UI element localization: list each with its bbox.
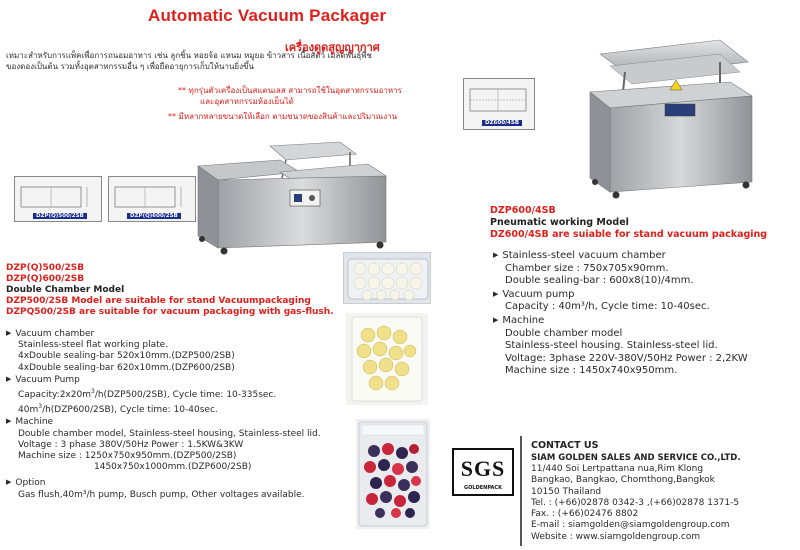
contact-tel: Tel. : (+66)02878 0342-3 ,(+66)02878 1371-5 xyxy=(531,497,740,508)
diagram-dzpq500-2sb xyxy=(14,176,102,222)
contact-heading: CONTACT US xyxy=(531,440,599,451)
thai-title: เครื่องดูดสูญญากาศ xyxy=(285,41,380,54)
diagram-tag-2: DZP(Q)600/2SB xyxy=(127,213,181,219)
right-model-block xyxy=(490,205,795,241)
right-model-name: DZP600/4SB xyxy=(490,205,556,216)
sgs-logo: SGS GOLDENPACK xyxy=(452,448,514,496)
thai-intro: เหมาะสำหรับการแพ็คเพื่อการถนอมอาหาร เช่น ลูกชิ้น หอยจ้อ แหนม หมูยอ ข้าวสาร เนื้อสัตว์ เมล็ดพันธุ์พืช ของดองเป็นต้น รวมทั้งอุตสาหกรรมอื่น ๆ เพื่อยืดอายุการเก็บให้นานยิ่งขึ้น xyxy=(6,51,372,71)
machine-image-dzp600-4sb xyxy=(570,32,758,202)
diagram-tag-1: DZP(Q)500/2SB xyxy=(33,213,87,219)
contact-website[interactable]: Website : www.siamgoldengroup.com xyxy=(531,531,701,542)
left-model-a: DZP(Q)500/2SB xyxy=(6,263,85,273)
contact-company: SIAM GOLDEN SALES AND SERVICE CO.,LTD. xyxy=(531,453,741,463)
right-model-specs: ▶ Stainless-steel vacuum chamber Chamber size : 750x705x90mm. Double sealing-bar : 600x8(10)/4mm. ▶ Vacuum pump Capacity : 40m³/h, Cycle time: 10-40sec. ▶ Machine Double chamber model Stainless-steel housing. Stainless-steel lid. Voltage: 3phase 220V-380V/50Hz Power : 2,2KW Machine size : 1450x740x950mm. xyxy=(493,249,798,378)
contact-details: 11/440 Soi Lertpattana nua,Rim Klong Bangkao, Bangkao, Chomthong,Bangkok 10150 Thailand Tel. : (+66)02878 0342-3 ,(+66)02878 1371-5 Fax. : (+66)02476 8802 E-mail : siamgolden@siamgoldengroup.com Website : www.siamgoldengroup.com xyxy=(531,464,799,543)
photo-berries-bag xyxy=(356,419,430,529)
left-model-kind: Double Chamber Model xyxy=(6,285,125,295)
left-model-b: DZP(Q)600/2SB xyxy=(6,274,85,284)
left-model-specs: ▶ Vacuum chamber Stainless-steel flat working plate. 4xDouble sealing-bar 520x10mm.(DZP500/2SB) 4xDouble sealing-bar 620x10mm.(DZP600/2SB) ▶ Vacuum Pump $Capacity:2x20m^3/h(DZP500/2SB)$, Cycle time: 10-335sec. $40m^3/h(DZP600/2SB)$, Cycle time: 10-40sec. ▶ Machine Double chamber model, Stainless-steel housing, Stainless-steel lid. Voltage : 3 phase 380V/50Hz Power : 1.5KW&3KW Machine size : 1250x750x950mm.(DZP500/2SB) 1450x750x1000mm.(DZP600/2SB) ▶ Option Gas flush,40m³/h pump, Busch pump, Other voltages available. xyxy=(6,328,351,501)
left-model-desc-2: DZPQ500/2SB are suitable for vacuum packaging with gas-flush. xyxy=(6,307,334,317)
diagram-dz600-4sb xyxy=(463,78,535,130)
right-model-desc: DZ600/4SB are suiable for stand vacuum packaging xyxy=(490,229,768,240)
photo-yellow-balls-bag xyxy=(346,313,428,405)
right-model-kind: Pneumatic working Model xyxy=(490,217,629,228)
left-model-block xyxy=(6,263,346,318)
left-model-desc-1: DZP500/2SB Model are suitable for stand Vacuumpackaging xyxy=(6,296,311,306)
contact-block xyxy=(531,440,799,543)
contact-fax: Fax. : (+66)02476 8802 xyxy=(531,509,639,520)
photo-meatballs-tray xyxy=(343,252,431,304)
thai-note-1: ** ทุกรุ่นตัวเครื่องเป็นสแตนเลส สามารถใช้ในอุตสาหกรรมอาหาร และอุตสาหกรรมห้องเย็นได้ xyxy=(178,86,402,106)
contact-email[interactable]: E-mail : siamgolden@siamgoldengroup.com xyxy=(531,520,730,531)
page-title: Automatic Vacuum Packager xyxy=(148,6,387,25)
diagram-dzpq600-2sb xyxy=(108,176,196,222)
machine-image-double-chamber xyxy=(190,138,390,258)
thai-note-2: ** มีหลากหลายขนาดให้เลือก ตามขนาดของสินค้าและปริมาณงาน xyxy=(168,112,398,121)
diagram-tag: DZ600/4SB xyxy=(482,120,522,126)
